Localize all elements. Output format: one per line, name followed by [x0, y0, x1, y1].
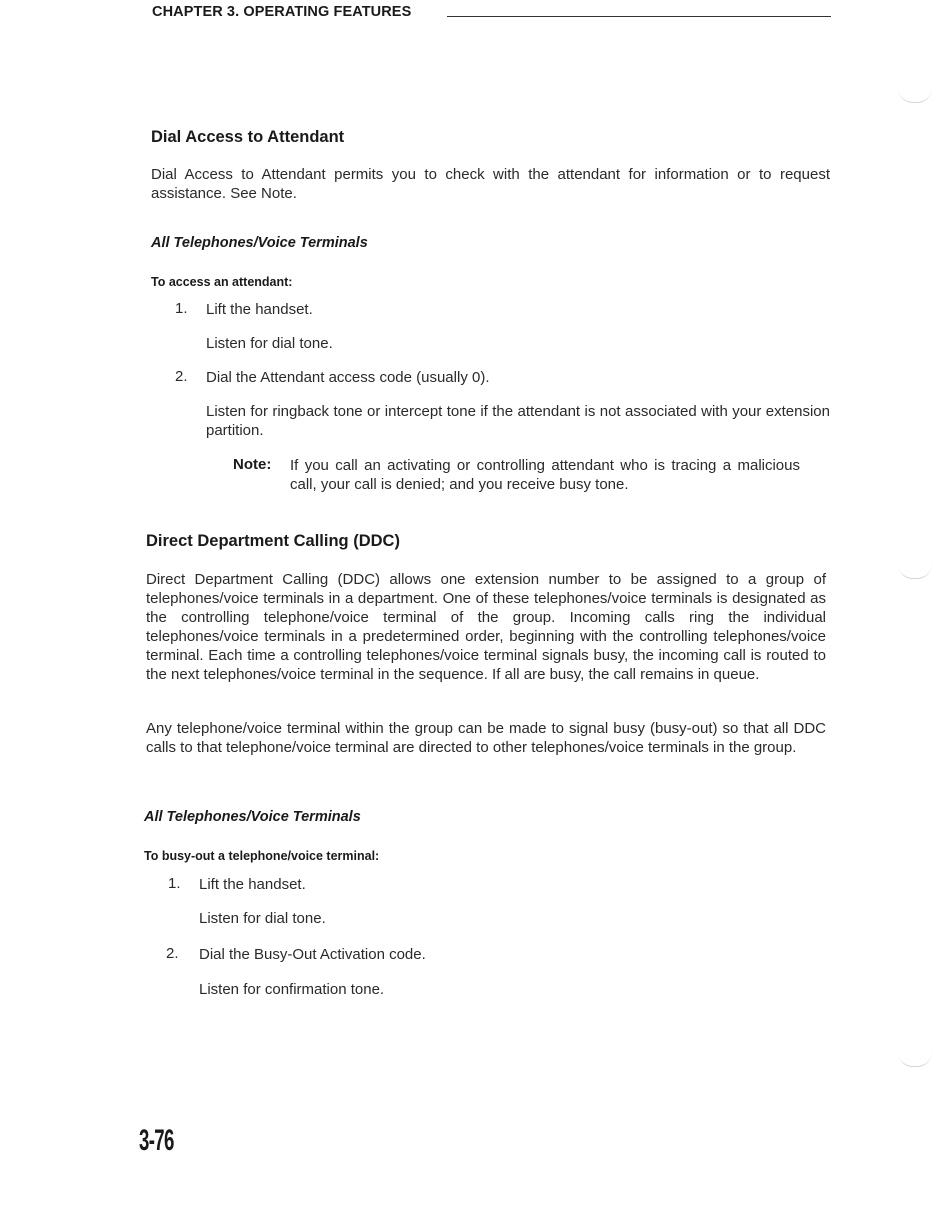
note-text: If you call an activating or controlling attendant who is tracing a malicious call, your call is denied; and you receive busy tone. — [290, 457, 800, 493]
header-rule — [447, 16, 831, 17]
step-number: 2. — [166, 945, 179, 962]
ddc-paragraph-1: Direct Department Calling (DDC) allows one extension number to be assigned to a group of telephones/voice terminals in a department. One of these telephones/voice terminals is designated as the controlling telephone/voice terminal of the group. Incoming calls ring the individual telephones/voice terminals in a predetermined order, beginning with the controlling telephones/voice terminal. Each time a controlling telephones/voice terminal signals busy, the incoming call is routed to the next telephones/voice terminal in the sequence. If all are busy, the call remains in queue. — [146, 571, 826, 683]
binder-hole-mark — [898, 1052, 932, 1067]
step-detail: Listen for dial tone. — [206, 335, 333, 352]
step-text: Lift the handset. — [206, 301, 313, 318]
note-label: Note: — [233, 456, 272, 473]
procedure-title-access-attendant: To access an attendant: — [151, 275, 293, 289]
subheading-all-telephones: All Telephones/Voice Terminals — [151, 235, 368, 251]
step-number: 1. — [175, 300, 188, 317]
step-text: Dial the Attendant access code (usually 0). — [206, 369, 490, 386]
page-number: 3-76 — [139, 1124, 174, 1157]
step-text: Lift the handset. — [199, 876, 306, 893]
step-detail: Listen for confirmation tone. — [199, 981, 385, 998]
binder-hole-mark — [898, 88, 932, 103]
ddc-paragraph-2: Any telephone/voice terminal within the group can be made to signal busy (busy-out) so that all DDC calls to that telephone/voice terminal are directed to other telephones/voice terminals in the group. — [146, 720, 826, 756]
binder-hole-mark — [898, 564, 932, 579]
section-intro-dial-access: Dial Access to Attendant permits you to check with the attendant for information or to request assistance. See Note. — [151, 166, 830, 202]
subheading-all-telephones: All Telephones/Voice Terminals — [144, 809, 361, 825]
step-text: Dial the Busy-Out Activation code. — [199, 946, 426, 963]
section-title-ddc: Direct Department Calling (DDC) — [146, 532, 400, 550]
procedure-title-busy-out: To busy-out a telephone/voice terminal: — [144, 849, 380, 863]
step-number: 1. — [168, 875, 181, 892]
step-number: 2. — [175, 368, 188, 385]
section-title-dial-access: Dial Access to Attendant — [151, 128, 345, 146]
chapter-header: CHAPTER 3. OPERATING FEATURES — [152, 4, 412, 20]
step-detail: Listen for dial tone. — [199, 910, 326, 927]
step-detail: Listen for ringback tone or intercept tone if the attendant is not associated with your extension partition. — [206, 403, 830, 439]
